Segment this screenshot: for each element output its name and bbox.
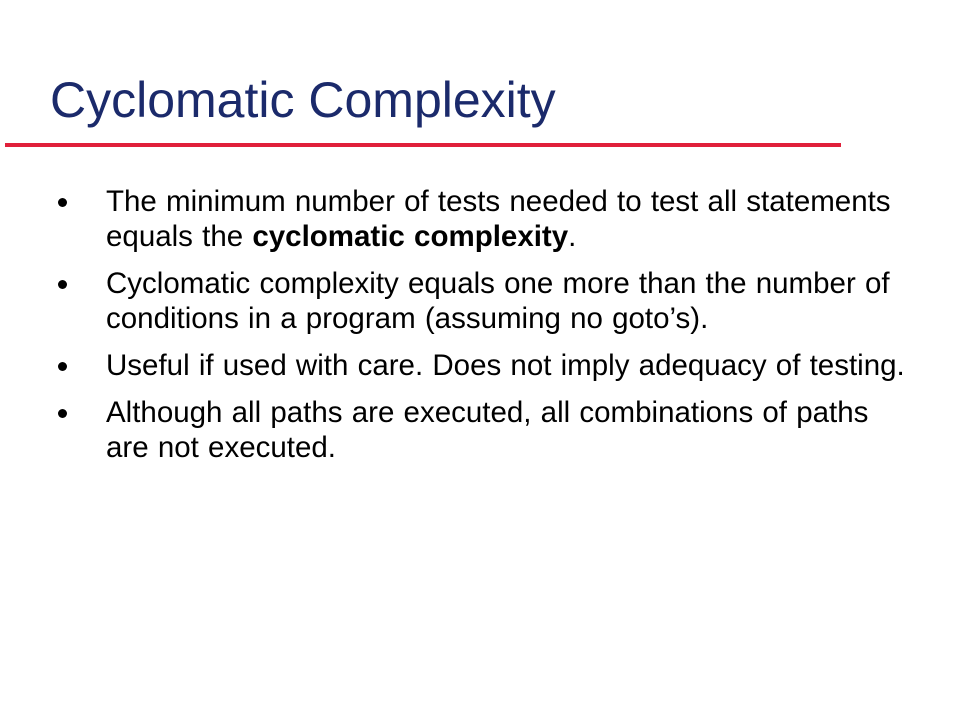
bullet-emphasis: cyclomatic complexity — [252, 220, 569, 253]
bullet-text: Useful if used with care. Does not imply adequacy of testing. — [106, 349, 905, 382]
bullet-item — [58, 184, 908, 254]
bullet-item — [58, 395, 908, 465]
bullet-text-end: . — [568, 220, 577, 253]
bullet-point-icon — [58, 409, 67, 418]
bullet-point-icon — [58, 198, 67, 207]
bullet-item — [58, 348, 908, 383]
bullet-point-icon — [58, 280, 67, 289]
bullet-item — [58, 266, 908, 336]
bullet-point-icon — [58, 362, 67, 371]
bullet-text: Cyclomatic complexity equals one more than the number of conditions in a program (assuming no goto’s). — [106, 267, 890, 335]
slide-title: Cyclomatic Complexity — [50, 72, 556, 128]
bullet-text: Although all paths are executed, all combinations of paths are not executed. — [106, 396, 869, 464]
bullet-text: The minimum number of tests needed to test all statements equals the — [106, 185, 891, 253]
title-underline — [5, 143, 841, 147]
bullet-list — [58, 184, 908, 477]
